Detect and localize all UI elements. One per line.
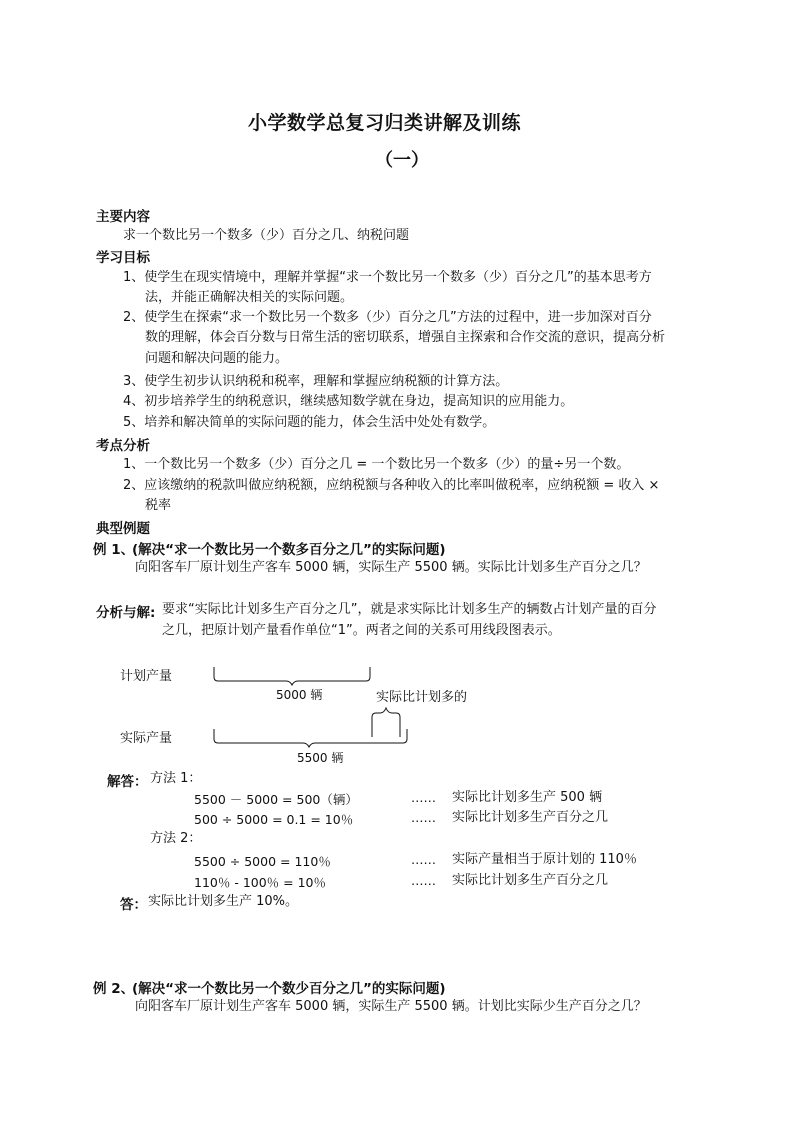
objective-5: 5、培养和解决简单的实际问题的能力，体会生活中处处有数学。 <box>123 415 496 430</box>
analysis-line2: 之几，把原计划产量看作单位“1”。两者之间的关系可用线段图表示。 <box>162 623 561 638</box>
example-1-problem: 向阳客车厂原计划生产客车 5000 辆，实际生产 5500 辆。实际比计划多生产百分之几？ <box>135 560 647 575</box>
key-point-1: 1、一个数比另一个数多（少）百分之几 = 一个数比另一个数多（少）的量÷另一个数。 <box>123 457 630 472</box>
diagram-plan-label: 计划产量 <box>120 669 173 684</box>
diagram-actual-label: 实际产量 <box>120 731 173 746</box>
method-1-step-2-note: 实际比计划多生产百分之几 <box>452 810 609 825</box>
objective-1-line2: 法，并能正确解决相关的实际问题。 <box>145 290 354 305</box>
method-1-step-1-expr: 5500 － 5000 = 500（辆） <box>194 792 358 807</box>
method-2-label: 方法 2： <box>150 831 202 846</box>
example-2-problem: 向阳客车厂原计划生产客车 5000 辆，实际生产 5500 辆。计划比实际少生产百分之几？ <box>135 999 647 1014</box>
answer-label: 解答： <box>107 774 148 790</box>
key-points-heading: 考点分析 <box>96 438 150 454</box>
main-content-heading: 主要内容 <box>96 209 150 225</box>
method-1-step-2-dots: …… <box>411 810 436 825</box>
extra-bracket <box>372 708 400 737</box>
page-subtitle: （一） <box>375 150 429 171</box>
diagram-actual-value: 5500 辆 <box>297 751 344 765</box>
example-1-label: 例 1、 <box>93 542 135 558</box>
final-answer-label: 答： <box>120 897 147 913</box>
method-2-step-1-note: 实际产量相当于原计划的 110％ <box>452 852 637 867</box>
actual-segment <box>214 729 407 747</box>
method-2-step-1-dots: …… <box>411 852 436 867</box>
page-title: 小学数学总复习归类讲解及训练 <box>248 112 522 134</box>
plan-segment <box>214 667 370 685</box>
examples-heading: 典型例题 <box>96 521 150 537</box>
diagram-extra-label: 实际比计划多的 <box>376 690 468 705</box>
objective-2-line2: 数的理解，体会百分数与日常生活的密切联系，增强自主探索和合作交流的意识，提高分析 <box>145 330 666 345</box>
objective-4: 4、初步培养学生的纳税意识，继续感知数学就在身边，提高知识的应用能力。 <box>123 394 574 409</box>
objective-2-line1: 2、使学生在探索“求一个数比另一个数多（少）百分之几”方法的过程中，进一步加深对百分 <box>123 310 652 325</box>
diagram-plan-value: 5000 辆 <box>276 688 323 702</box>
method-1-label: 方法 1： <box>150 771 202 786</box>
analysis-label: 分析与解: <box>96 605 156 621</box>
method-2-step-2-note: 实际比计划多生产百分之几 <box>452 873 609 888</box>
objective-3: 3、使学生初步认识纳税和税率，理解和掌握应纳税额的计算方法。 <box>123 374 509 389</box>
objective-1-line1: 1、使学生在现实情境中，理解并掌握“求一个数比另一个数多（少）百分之几”的基本思考方 <box>123 270 652 285</box>
method-1-step-2-expr: 500 ÷ 5000 = 0.1 = 10％ <box>194 812 354 827</box>
key-point-2-line2: 税率 <box>145 498 172 513</box>
method-2-step-1-expr: 5500 ÷ 5000 = 110％ <box>194 854 331 869</box>
example-1-title: (解决“求一个数比另一个数多百分之几”的实际问题) <box>132 542 446 558</box>
method-2-step-2-dots: …… <box>411 873 436 888</box>
analysis-line1: 要求“实际比计划多生产百分之几”，就是求实际比计划多生产的辆数占计划产量的百分 <box>162 602 657 617</box>
final-answer-text: 实际比计划多生产 10%。 <box>148 894 299 909</box>
objectives-heading: 学习目标 <box>96 250 150 266</box>
method-2-step-2-expr: 110％ - 100％ = 10％ <box>194 875 327 890</box>
objective-2-line3: 问题和解决问题的能力。 <box>145 351 289 366</box>
example-2-title: (解决“求一个数比另一个数少百分之几”的实际问题) <box>132 981 446 997</box>
key-point-2-line1: 2、应该缴纳的税款叫做应纳税额，应纳税额与各种收入的比率叫做税率，应纳税额 = 收入 × <box>123 478 660 493</box>
method-1-step-1-dots: …… <box>411 790 436 805</box>
example-2-label: 例 2、 <box>93 981 135 997</box>
main-content-text: 求一个数比另一个数多（少）百分之几、纳税问题 <box>123 228 410 243</box>
method-1-step-1-note: 实际比计划多生产 500 辆 <box>452 790 603 805</box>
